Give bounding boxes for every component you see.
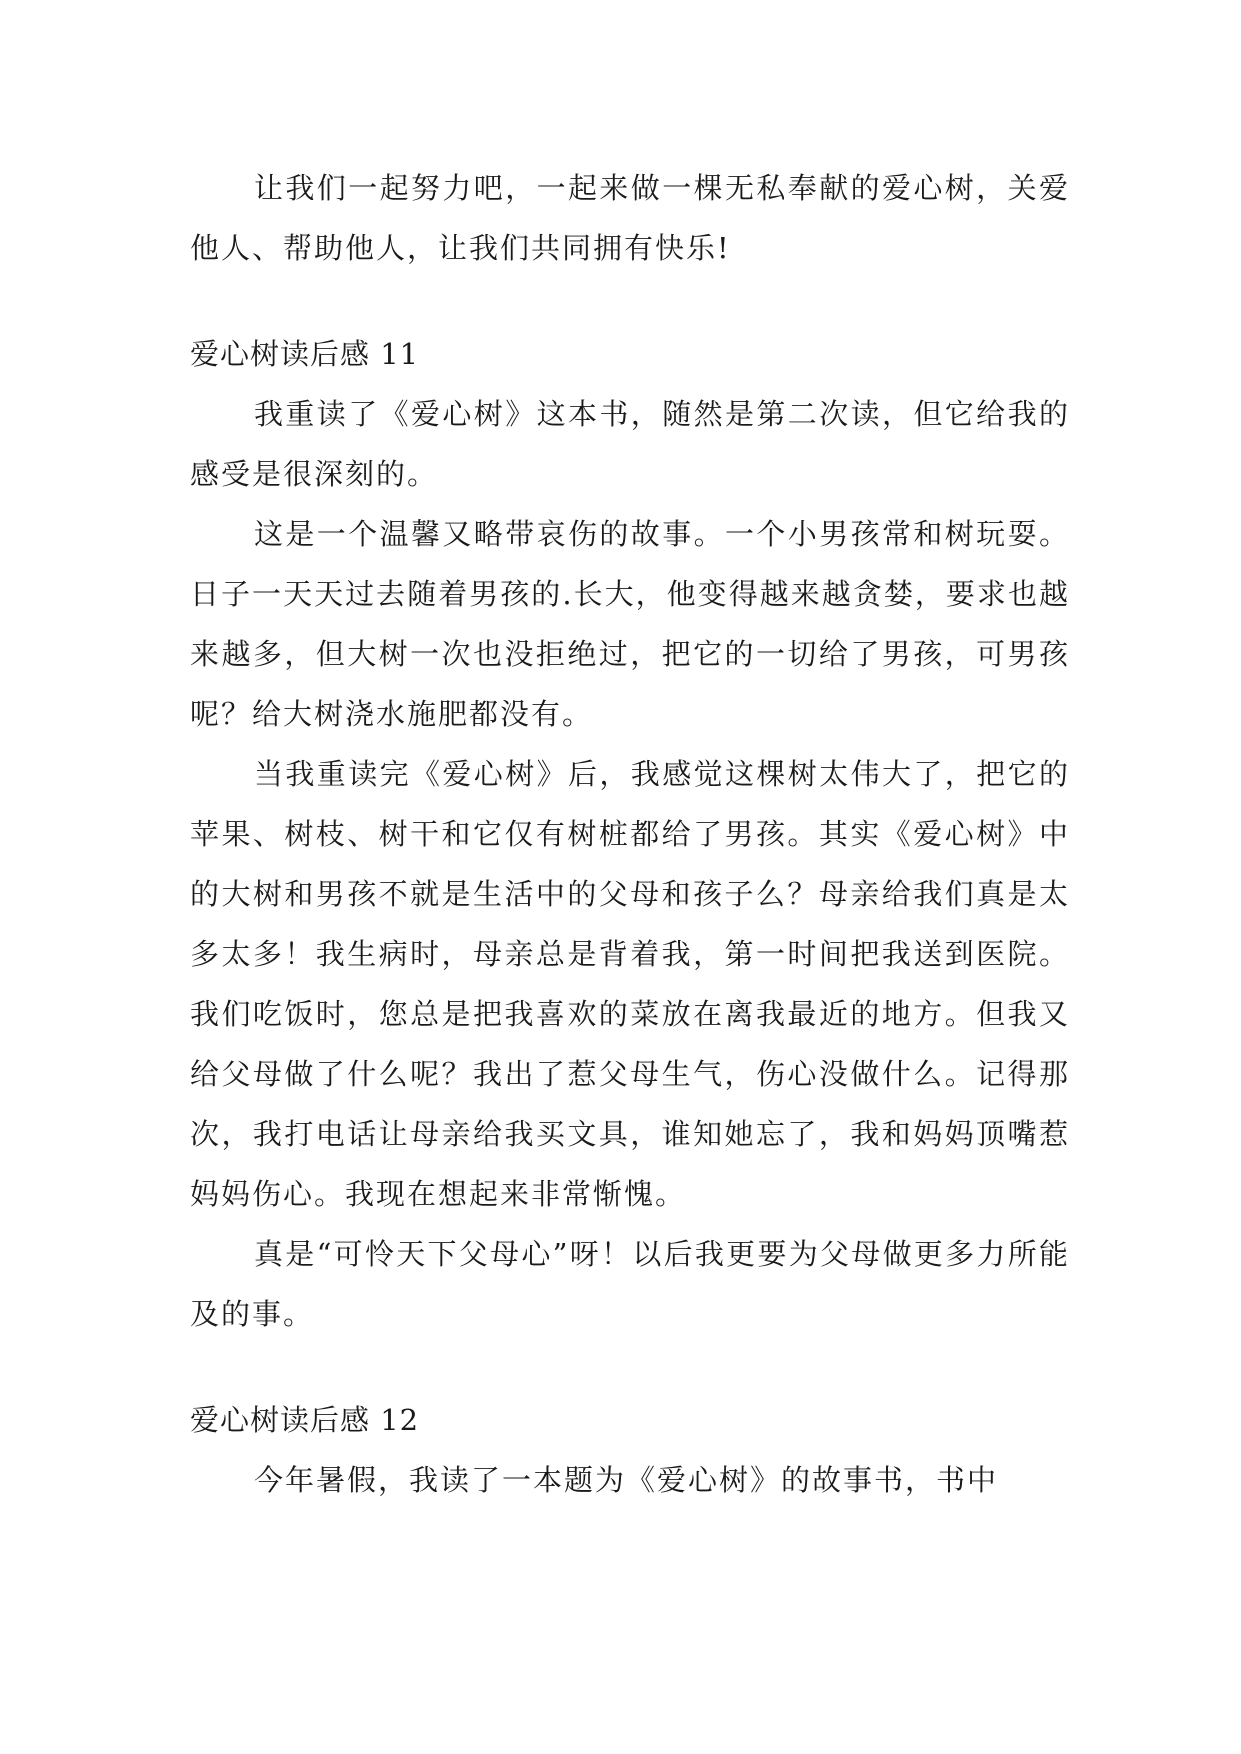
paragraph: 让我们一起努力吧，一起来做一棵无私奉献的爱心树，关爱他人、帮助他人，让我们共同拥有快乐! bbox=[190, 171, 1070, 265]
document-body bbox=[190, 158, 1070, 1510]
paragraph: 这是一个温馨又略带哀伤的故事。一个小男孩常和树玩耍。日子一天天过去随着男孩的.长大，他变得越来越贪婪，要求也越来越多，但大树一次也没拒绝过，把它的一切给了男孩，可男孩呢？给大树浇水施肥都没有。 bbox=[190, 517, 1070, 731]
paragraph: 当我重读完《爱心树》后，我感觉这棵树太伟大了，把它的苹果、树枝、树干和它仅有树桩都给了男孩。其实《爱心树》中的大树和男孩不就是生活中的父母和孩子么？母亲给我们真是太多太多！我生病时，母亲总是背着我，第一时间把我送到医院。我们吃饭时，您总是把我喜欢的菜放在离我最近的地方。但我又给父母做了什么呢？我出了惹父母生气，伤心没做什么。记得那次，我打电话让母亲给我买文具，谁知她忘了，我和妈妈顶嘴惹妈妈伤心。我现在想起来非常惭愧。 bbox=[190, 757, 1070, 1211]
paragraph: 今年暑假，我读了一本题为《爱心树》的故事书，书中 bbox=[254, 1463, 999, 1497]
paragraph: 真是“可怜天下父母心”呀！以后我更要为父母做更多力所能及的事。 bbox=[190, 1237, 1070, 1331]
section-heading: 爱心树读后感 12 bbox=[190, 1403, 420, 1437]
paragraph: 我重读了《爱心树》这本书，随然是第二次读，但它给我的感受是很深刻的。 bbox=[190, 397, 1070, 491]
section-heading: 爱心树读后感 11 bbox=[190, 337, 420, 371]
